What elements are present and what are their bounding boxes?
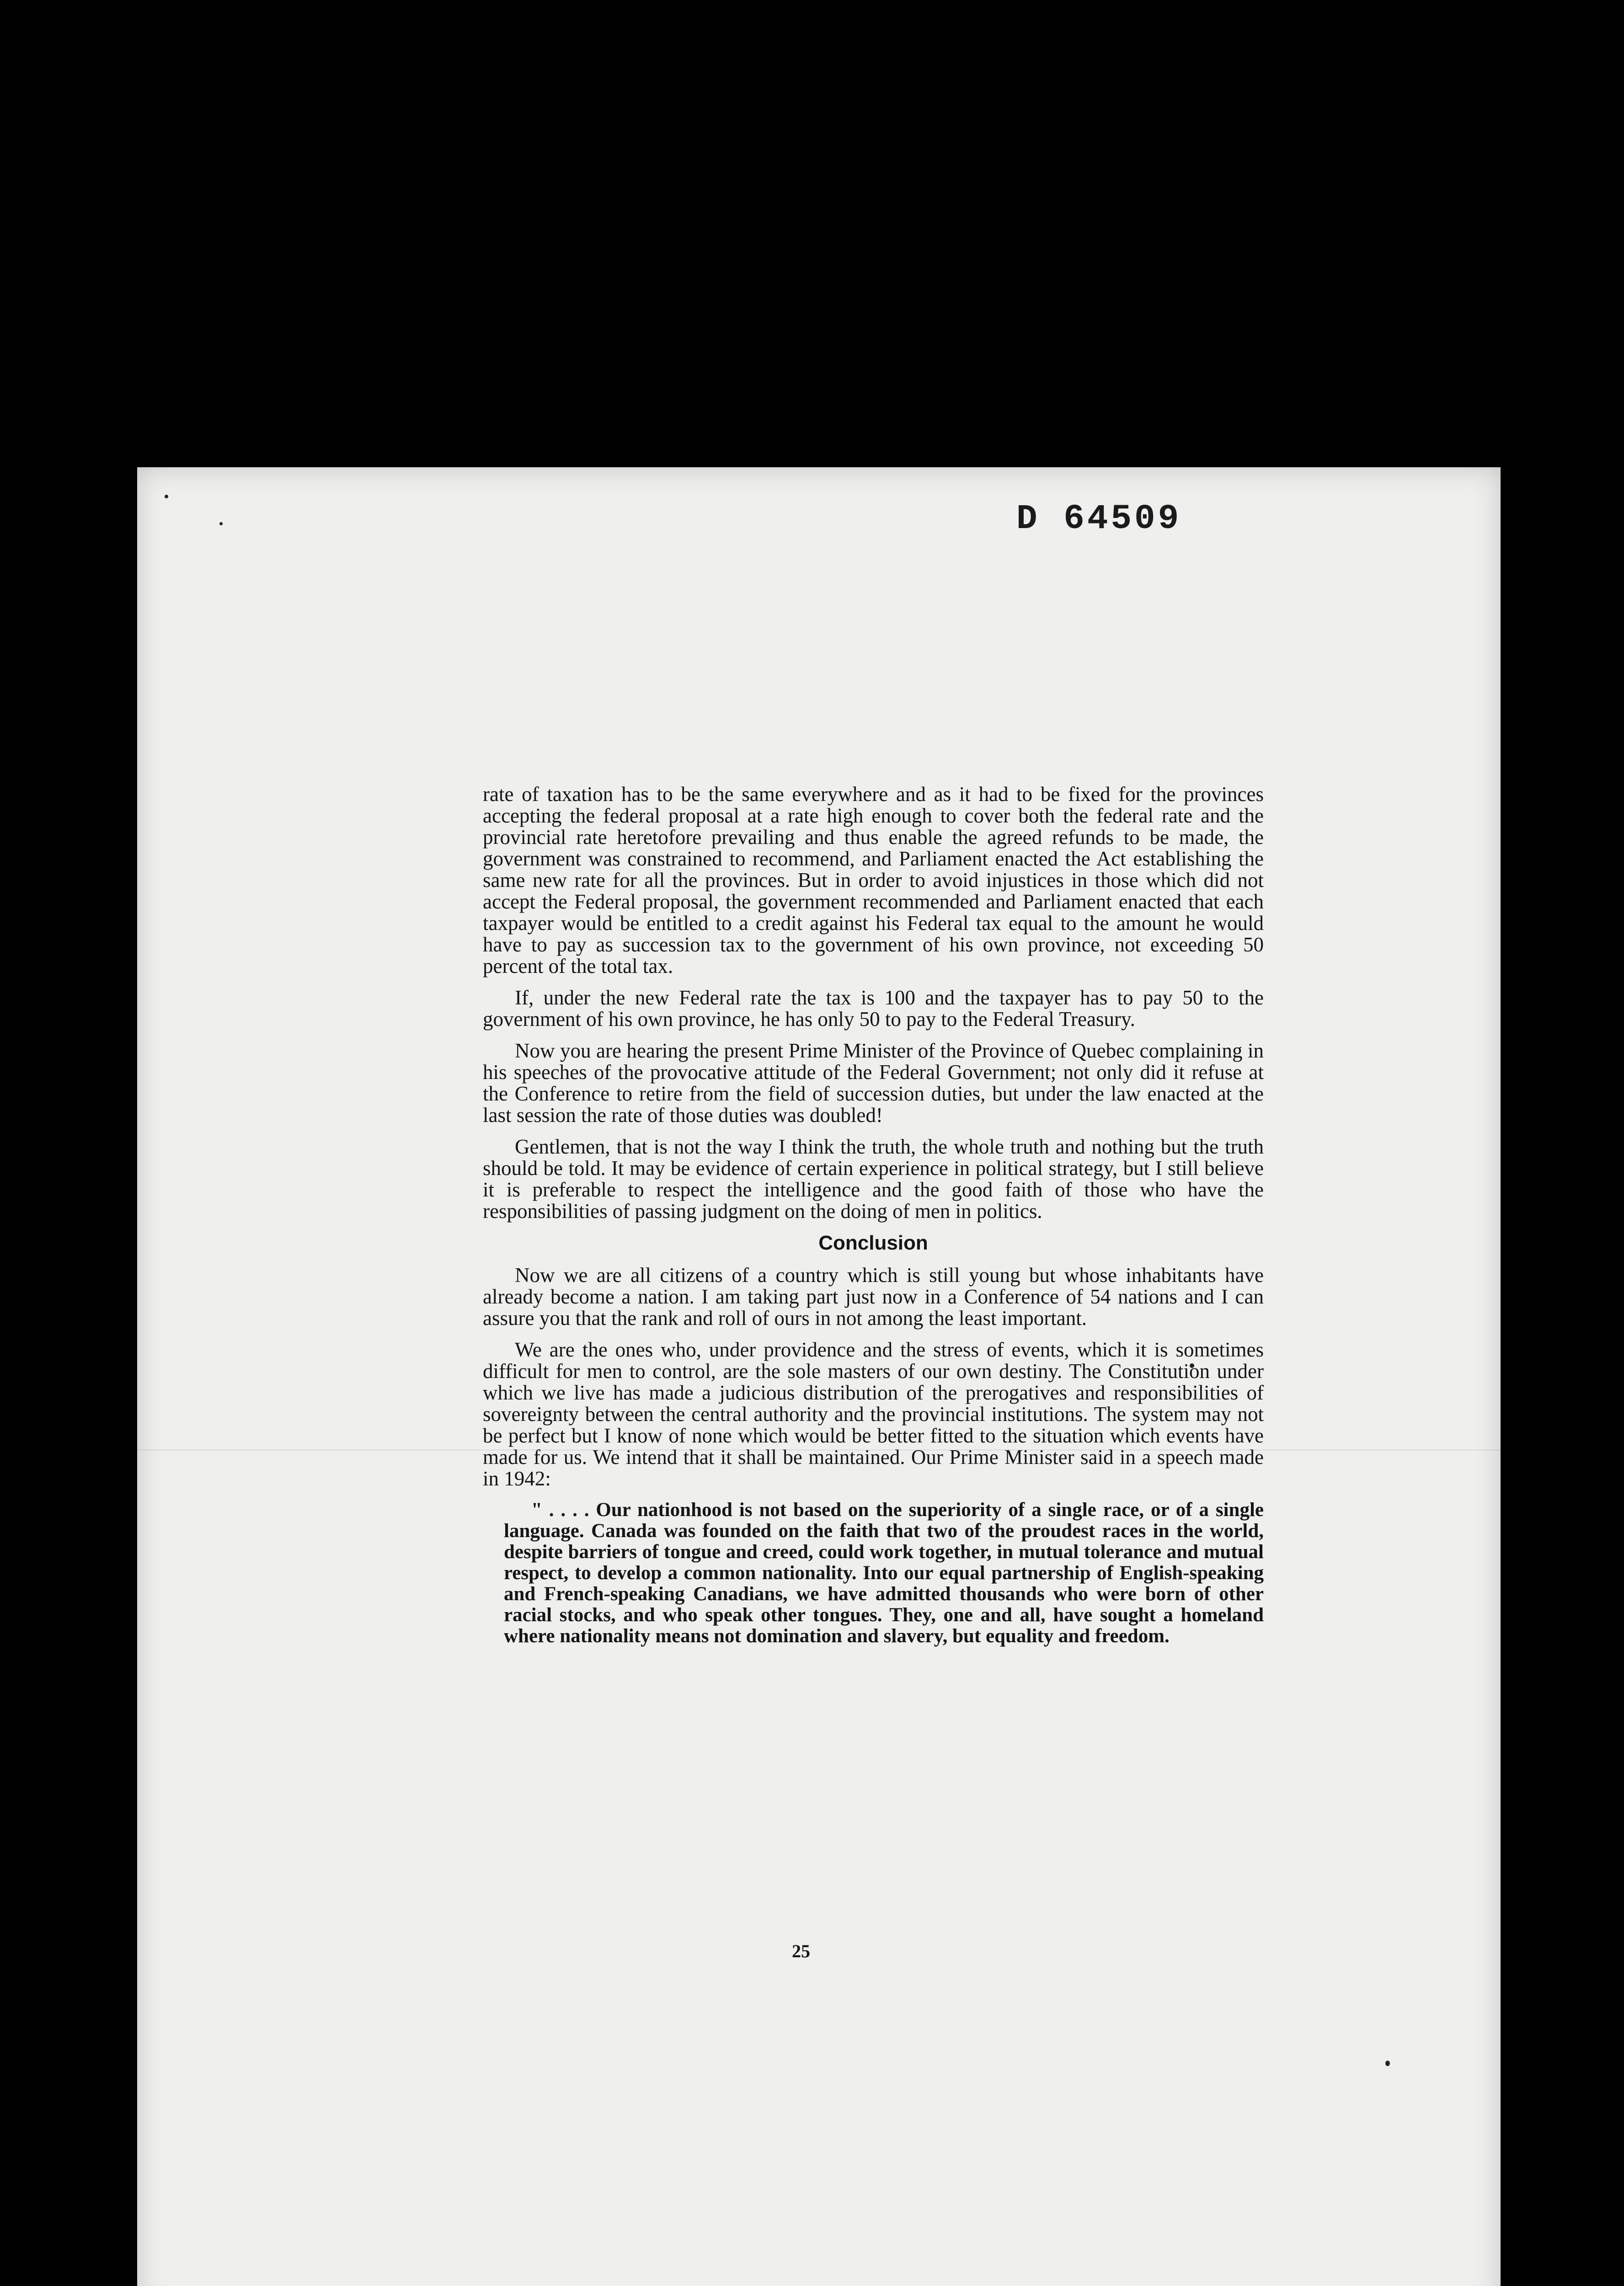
dust-speck (1385, 2061, 1390, 2066)
block-quote: " . . . . Our nationhood is not based on the superiority of a single race, or of a single language. Canada was founded on the faith that two of the proudest races in the world, despite barriers of tongue and creed, could work together, in mutual tolerance and mutual respect, to develop a common nationality. Into our equal partnership of English-speaking and French-speaking Canadians, we have admitted thousands who were born of other racial stocks, and who speak other tongues. They, one and all, have sought a homeland where nationality means not domination and slavery, but equality and freedom. (504, 1499, 1264, 1647)
paragraph: Gentlemen, that is not the way I think the truth, the whole truth and nothing but the truth should be told. It may be evidence of certain experience in political strategy, but I still believe it is preferable to respect the intelligence and the good faith of those who have the responsibilities of passing judgment on the doing of men in politics. (483, 1135, 1264, 1223)
dust-speck (219, 522, 223, 525)
paragraph: Now we are all citizens of a country which is still young but whose inhabitants have already become a nation. I am taking part just now in a Conference of 54 nations and I can assure you that the rank and roll of ours in not among the least important. (483, 1264, 1264, 1330)
paragraph: If, under the new Federal rate the tax is 100 and the taxpayer has to pay 50 to the government of his own province, he has only 50 to pay to the Federal Treasury. (483, 986, 1264, 1031)
page-number: 25 (792, 1941, 810, 1961)
paragraph: Now you are hearing the present Prime Minister of the Province of Quebec complaining in his speeches of the provocative attitude of the Federal Government; not only did it refuse at the Conference to retire from the field of succession duties, but under the law enacted at the last session the rate of those duties was doubled! (483, 1039, 1264, 1127)
document-page (137, 467, 1501, 2286)
paragraph: We are the ones who, under providence and the stress of events, which it is sometimes difficult for men to control, are the sole masters of our own destiny. The Constitution under which we live has made a judicious distribution of the prerogatives and responsibilities of sovereignty between the central authority and the provincial institutions. The system may not be perfect but I know of none which would be better fitted to the situation which events have made for us. We intend that it shall be maintained. Our Prime Minister said in a speech made in 1942: (483, 1338, 1264, 1490)
document-id-stamp: D 64509 (1016, 499, 1182, 539)
dust-speck (165, 495, 168, 498)
paragraph: rate of taxation has to be the same everywhere and as it had to be fixed for the provinces accepting the federal proposal at a rate high enough to cover both the federal rate and the provincial rate heretofore prevailing and thus enable the agreed refunds to be made, the government was constrained to recommend, and Parliament enacted the Act establishing the same new rate for all the provinces. But in order to avoid injustices in those which did not accept the Federal proposal, the government recommended and Parliament enacted that each taxpayer would be entitled to a credit against his Federal tax equal to the amount he would have to pay as succession tax to the government of his own province, not exceeding 50 percent of the total tax. (483, 783, 1264, 977)
document-body (483, 784, 1264, 1647)
section-heading: Conclusion (818, 1232, 928, 1254)
